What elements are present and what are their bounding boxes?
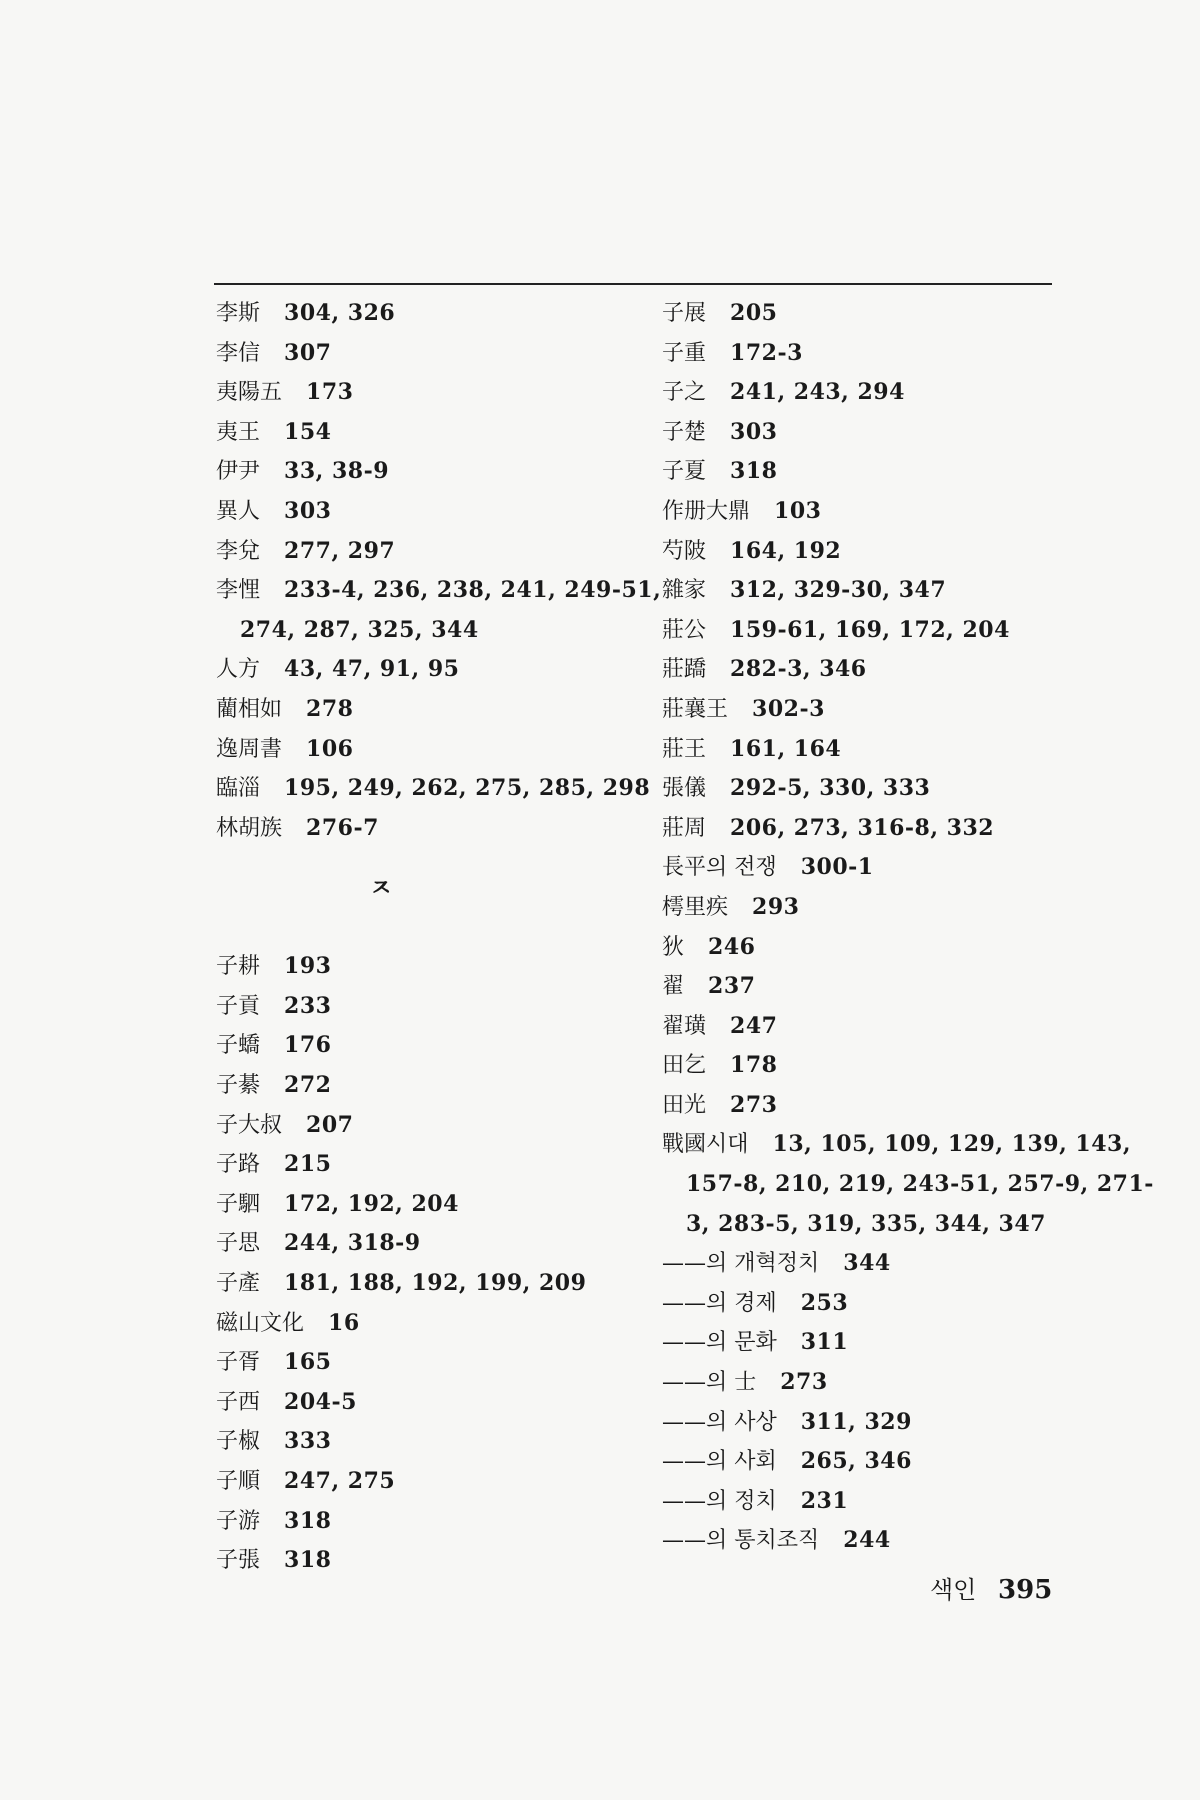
entry-pages: 164, 192 <box>730 537 842 564</box>
entry-pages: 172, 192, 204 <box>284 1190 459 1217</box>
entry-pages: 244, 318-9 <box>284 1230 421 1257</box>
index-entry <box>216 492 636 532</box>
entry-pages: 231 <box>800 1487 849 1514</box>
entry-pages: 205 <box>730 300 778 326</box>
entry-pages: 195, 249, 262, 275, 285, 298 <box>284 775 651 802</box>
entry-pages: 157-8, 210, 219, 243-51, 257-9, 271- <box>686 1171 1154 1198</box>
entry-term: 異人 <box>216 498 261 524</box>
entry-pages: 204-5 <box>284 1388 357 1415</box>
entry-term: 李兌 <box>216 538 261 564</box>
index-entry <box>216 294 636 334</box>
entry-term: 子之 <box>662 380 707 406</box>
index-entry <box>216 1026 636 1066</box>
entry-term: 子耕 <box>216 954 261 980</box>
entry-pages: 103 <box>774 497 822 524</box>
entry-pages: 106 <box>306 735 354 762</box>
page-number: 395 <box>998 1575 1053 1605</box>
index-entry <box>216 413 636 453</box>
entry-term: 子產 <box>216 1271 261 1297</box>
index-entry <box>662 1086 1082 1126</box>
entry-pages: 318 <box>730 458 778 485</box>
entry-term: 莊蹻 <box>662 657 707 683</box>
entry-term: ——의 사회 <box>662 1449 777 1475</box>
entry-term: 子順 <box>216 1469 261 1495</box>
index-entry <box>216 769 651 809</box>
entry-pages: 16 <box>328 1309 360 1336</box>
entry-term: 莊王 <box>662 736 707 762</box>
index-entry <box>216 1106 636 1146</box>
entry-pages: 247, 275 <box>284 1468 396 1495</box>
entry-term: 翟 <box>662 974 685 1000</box>
index-subentry <box>662 1442 1082 1482</box>
entry-pages: 293 <box>752 893 800 920</box>
entry-pages: 253 <box>800 1289 849 1316</box>
index-entry <box>662 532 1082 572</box>
entry-term: 莊襄王 <box>662 696 729 722</box>
entry-pages: 318 <box>284 1547 332 1574</box>
entry-pages: 333 <box>284 1428 332 1455</box>
index-list-right <box>662 294 1154 1561</box>
index-entry <box>662 1046 1082 1086</box>
entry-pages: 276-7 <box>306 814 379 841</box>
index-entry <box>216 1502 636 1542</box>
entry-term: 樗里疾 <box>662 894 729 920</box>
entry-pages: 161, 164 <box>730 735 842 762</box>
index-entry <box>662 848 1082 888</box>
entry-term: 子蟜 <box>216 1033 261 1059</box>
entry-pages: 300-1 <box>800 854 874 881</box>
entry-term: 田光 <box>662 1092 707 1118</box>
entry-term: 子重 <box>662 340 707 366</box>
entry-term: 芍陂 <box>662 538 707 564</box>
entry-term: 子路 <box>216 1152 261 1178</box>
index-entry <box>216 650 636 690</box>
entry-term: ——의 사상 <box>662 1409 777 1435</box>
entry-pages: 312, 329-30, 347 <box>730 577 947 604</box>
entry-term: 藺相如 <box>216 696 283 722</box>
page-footer <box>930 1570 1052 1605</box>
entry-term: 子綦 <box>216 1073 261 1099</box>
index-entry <box>662 967 1082 1007</box>
section-heading: ㅈ <box>369 873 393 903</box>
index-entry <box>216 1264 636 1304</box>
index-subentry <box>662 1403 1082 1443</box>
entry-term: 人方 <box>216 657 261 683</box>
index-entry <box>662 413 1082 453</box>
index-entry <box>216 452 636 492</box>
right-column <box>662 294 1154 1561</box>
entry-pages: 277, 297 <box>284 537 396 564</box>
entry-pages: 282-3, 346 <box>730 656 867 683</box>
index-entry <box>662 928 1082 968</box>
index-entry <box>216 571 662 611</box>
entry-pages: 241, 243, 294 <box>730 379 905 406</box>
entry-pages: 278 <box>306 695 354 722</box>
entry-pages: 244 <box>843 1527 891 1554</box>
entry-term: 狄 <box>662 934 685 960</box>
entry-term: 子張 <box>216 1548 261 1574</box>
index-entry <box>216 334 636 374</box>
entry-pages: 233 <box>284 992 332 1019</box>
index-entry <box>216 1541 636 1581</box>
entry-term: 翟璜 <box>662 1013 707 1039</box>
entry-pages: 292-5, 330, 333 <box>730 775 931 802</box>
index-entry <box>216 1066 636 1106</box>
entry-pages: 159-61, 169, 172, 204 <box>730 616 1010 643</box>
index-subentry <box>662 1323 1082 1363</box>
index-entry <box>662 1007 1082 1047</box>
entry-term: 子夏 <box>662 459 707 485</box>
entry-term: 李信 <box>216 340 261 366</box>
entry-pages: 173 <box>306 379 354 406</box>
index-entry-continuation <box>662 1205 1082 1245</box>
index-entry <box>216 532 636 572</box>
index-entry <box>662 1125 1131 1165</box>
entry-pages: 172-3 <box>730 339 803 366</box>
entry-pages: 265, 346 <box>800 1448 912 1475</box>
index-entry <box>662 334 1082 374</box>
entry-pages: 311, 329 <box>800 1408 912 1435</box>
entry-term: 子駟 <box>216 1191 261 1217</box>
entry-term: 莊周 <box>662 815 707 841</box>
index-entry <box>662 611 1082 651</box>
entry-pages: 154 <box>284 418 332 445</box>
entry-term: 李悝 <box>216 578 261 604</box>
entry-term: 雜家 <box>662 578 707 604</box>
entry-term: 子椒 <box>216 1429 261 1455</box>
entry-term: 子胥 <box>216 1350 261 1376</box>
index-subentry <box>662 1363 1082 1403</box>
index-entry-continuation <box>216 611 636 651</box>
entry-pages: 207 <box>306 1111 354 1138</box>
index-entry <box>216 1185 636 1225</box>
entry-pages: 318 <box>284 1507 332 1534</box>
index-entry <box>216 690 636 730</box>
entry-pages: 215 <box>284 1151 332 1178</box>
entry-pages: 237 <box>708 973 756 1000</box>
entry-pages: 302-3 <box>752 695 825 722</box>
entry-pages: 307 <box>284 339 332 366</box>
entry-term: 磁山文化 <box>216 1310 305 1336</box>
entry-term: 長平의 전쟁 <box>662 855 777 881</box>
index-entry <box>216 1224 636 1264</box>
entry-pages: 311 <box>800 1329 849 1356</box>
index-entry <box>662 730 1082 770</box>
index-entry <box>216 1343 636 1383</box>
entry-term: 子思 <box>216 1231 261 1257</box>
entry-term: ——의 경제 <box>662 1290 777 1316</box>
entry-term: 莊公 <box>662 617 707 643</box>
entry-pages: 233-4, 236, 238, 241, 249-51, <box>284 577 662 604</box>
entry-term: 子展 <box>662 301 707 326</box>
entry-term: 夷陽五 <box>216 380 283 406</box>
entry-term: ——의 문화 <box>662 1330 777 1356</box>
entry-term: ——의 통치조직 <box>662 1528 820 1554</box>
entry-pages: 193 <box>284 953 332 980</box>
entry-pages: 43, 47, 91, 95 <box>284 656 460 683</box>
entry-term: 子大叔 <box>216 1112 283 1138</box>
entry-pages: 272 <box>284 1072 332 1099</box>
entry-pages: 273 <box>780 1369 828 1396</box>
index-entry <box>216 1304 636 1344</box>
index-entry <box>662 373 1082 413</box>
entry-pages: 247 <box>730 1012 778 1039</box>
entry-term: 伊尹 <box>216 459 261 485</box>
entry-term: 臨淄 <box>216 776 261 802</box>
entry-pages: 206, 273, 316-8, 332 <box>730 814 995 841</box>
entry-term: 子楚 <box>662 419 707 445</box>
index-entry <box>662 492 1082 532</box>
entry-pages: 176 <box>284 1032 332 1059</box>
entry-pages: 33, 38-9 <box>284 458 390 485</box>
index-entry <box>662 888 1082 928</box>
index-entry <box>662 452 1082 492</box>
index-entry <box>216 1145 636 1185</box>
entry-pages: 165 <box>284 1349 332 1376</box>
entry-term: 張儀 <box>662 776 707 802</box>
entry-pages: 344 <box>843 1250 891 1277</box>
entry-term: 戰國시대 <box>662 1132 749 1158</box>
index-entry-continuation <box>662 1165 1154 1205</box>
entry-term: 作册大鼎 <box>662 498 751 524</box>
index-entry <box>216 947 636 987</box>
entry-term: 李斯 <box>216 301 261 326</box>
entry-pages: 13, 105, 109, 129, 139, 143, <box>772 1131 1131 1158</box>
entry-pages: 181, 188, 192, 199, 209 <box>284 1270 587 1297</box>
entry-pages: 178 <box>730 1052 778 1079</box>
index-subentry <box>662 1521 1082 1561</box>
entry-term: 林胡族 <box>216 815 283 841</box>
index-entry <box>662 294 1082 334</box>
entry-pages: 303 <box>284 497 332 524</box>
entry-pages: 246 <box>708 933 756 960</box>
entry-term: 子貢 <box>216 993 261 1019</box>
index-list-left-lower <box>216 947 636 1581</box>
entry-term: 夷王 <box>216 419 261 445</box>
index-entry <box>662 809 1082 849</box>
index-entry <box>216 730 636 770</box>
index-entry <box>662 769 1082 809</box>
index-entry <box>216 987 636 1027</box>
index-list-left-upper <box>216 294 662 848</box>
index-entry <box>662 650 1082 690</box>
entry-term: 田乞 <box>662 1053 707 1079</box>
index-entry <box>216 1422 636 1462</box>
entry-term: 子西 <box>216 1389 261 1415</box>
entry-term: ——의 정치 <box>662 1488 777 1514</box>
index-entry <box>216 809 636 849</box>
index-subentry <box>662 1284 1082 1324</box>
entry-term: ——의 士 <box>662 1370 757 1396</box>
entry-pages: 304, 326 <box>284 300 396 326</box>
entry-term: 逸周書 <box>216 736 283 762</box>
entry-pages: 273 <box>730 1091 778 1118</box>
entry-term: 子游 <box>216 1508 261 1534</box>
index-entry <box>216 1383 636 1423</box>
entry-pages: 3, 283-5, 319, 335, 344, 347 <box>686 1210 1046 1237</box>
entry-term: ——의 개혁정치 <box>662 1251 820 1277</box>
top-rule <box>214 283 1052 285</box>
left-column <box>216 294 662 1581</box>
entry-pages: 274, 287, 325, 344 <box>240 616 479 643</box>
index-entry <box>216 373 636 413</box>
footer-label: 색인 <box>930 1576 977 1604</box>
index-entry <box>216 1462 636 1502</box>
index-entry <box>662 690 1082 730</box>
entry-pages: 303 <box>730 418 778 445</box>
index-subentry <box>662 1482 1082 1522</box>
index-subentry <box>662 1244 1082 1284</box>
index-entry <box>662 571 1082 611</box>
